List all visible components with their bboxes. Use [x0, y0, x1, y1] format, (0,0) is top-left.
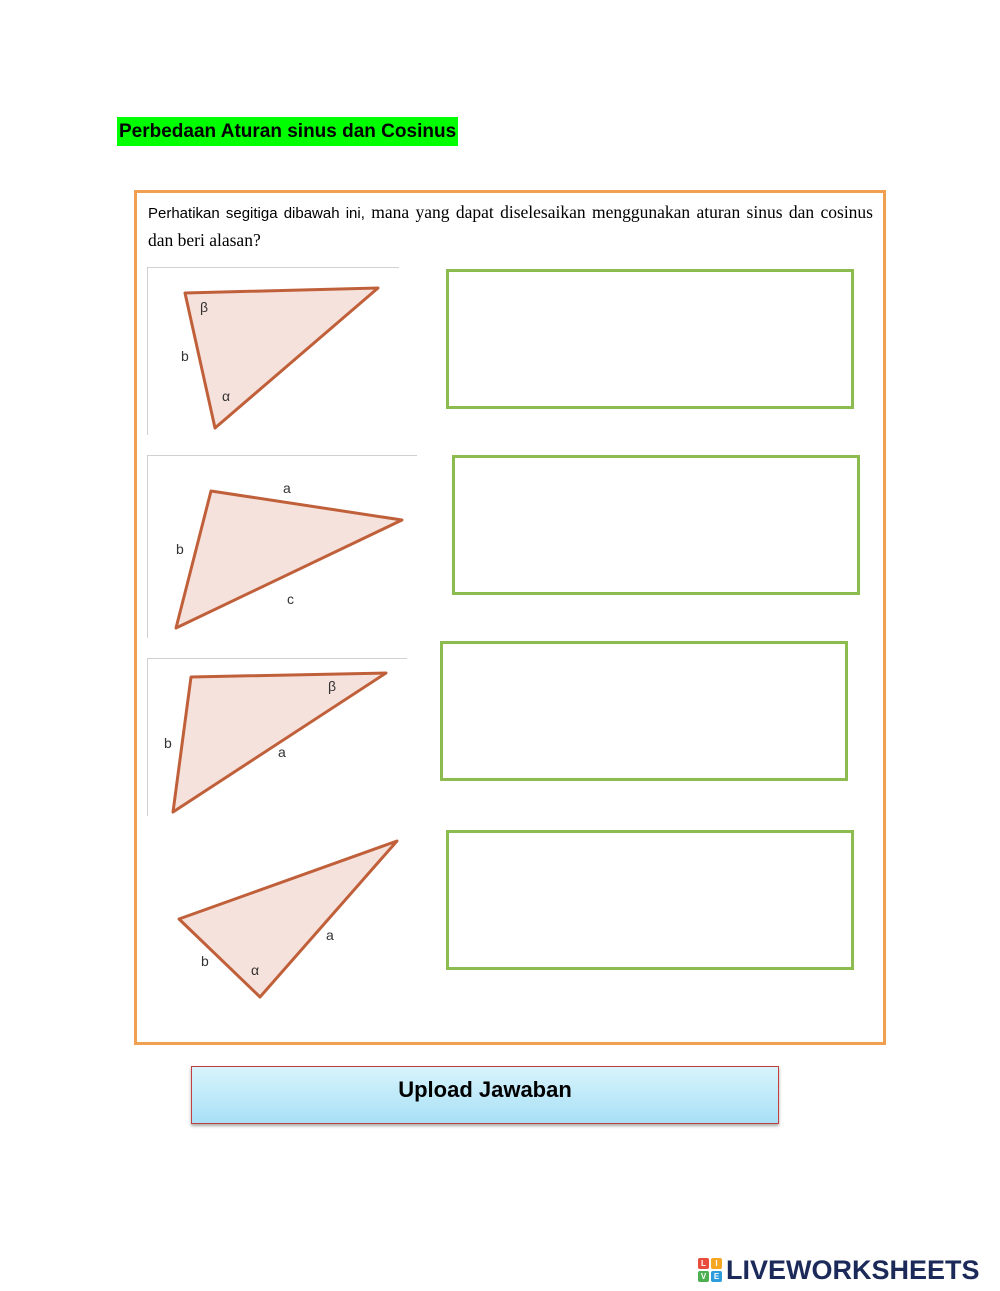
- triangle-3-label-b: b: [164, 735, 172, 751]
- answer-box-1[interactable]: [446, 269, 854, 409]
- answer-box-4[interactable]: [446, 830, 854, 970]
- triangle-3-label-a: a: [278, 744, 286, 760]
- triangle-4-label-a: a: [326, 927, 334, 943]
- triangle-1-label-b: b: [181, 348, 189, 364]
- liveworksheets-logo-text: LIVEWORKSHEETS: [726, 1254, 980, 1285]
- question-text: [148, 199, 873, 254]
- triangle-3-label-beta: β: [328, 678, 337, 694]
- triangle-2-figure: [147, 455, 419, 640]
- triangle-2-label-a: a: [283, 480, 291, 496]
- triangle-4-figure: [160, 830, 410, 1010]
- triangle-4-label-b: b: [201, 953, 209, 969]
- triangle-1-shape: [185, 288, 378, 428]
- triangle-2-label-c: c: [287, 591, 294, 607]
- triangle-2-label-b: b: [176, 541, 184, 557]
- question-part-2: mana yang dapat diselesaikan menggunakan aturan sinus dan cosinus dan beri alasan?: [148, 202, 873, 250]
- triangle-4-shape: [179, 841, 397, 997]
- triangle-1-label-alpha: α: [222, 388, 231, 404]
- liveworksheets-logo: [698, 1255, 980, 1285]
- answer-box-3[interactable]: [440, 641, 848, 781]
- triangle-1-label-beta: β: [200, 299, 209, 315]
- answer-box-2[interactable]: [452, 455, 860, 595]
- triangle-3-figure: [147, 658, 409, 818]
- triangle-1-figure: [147, 267, 402, 437]
- liveworksheets-logo-icon: L I V E: [698, 1258, 722, 1282]
- triangle-2-shape: [176, 491, 402, 628]
- upload-answer-button[interactable]: Upload Jawaban: [191, 1066, 779, 1124]
- page-title: Perbedaan Aturan sinus dan Cosinus: [117, 117, 458, 146]
- question-part-1: Perhatikan segitiga dibawah ini,: [148, 205, 365, 222]
- triangle-3-shape: [173, 673, 386, 812]
- triangle-4-label-alpha: α: [251, 962, 260, 978]
